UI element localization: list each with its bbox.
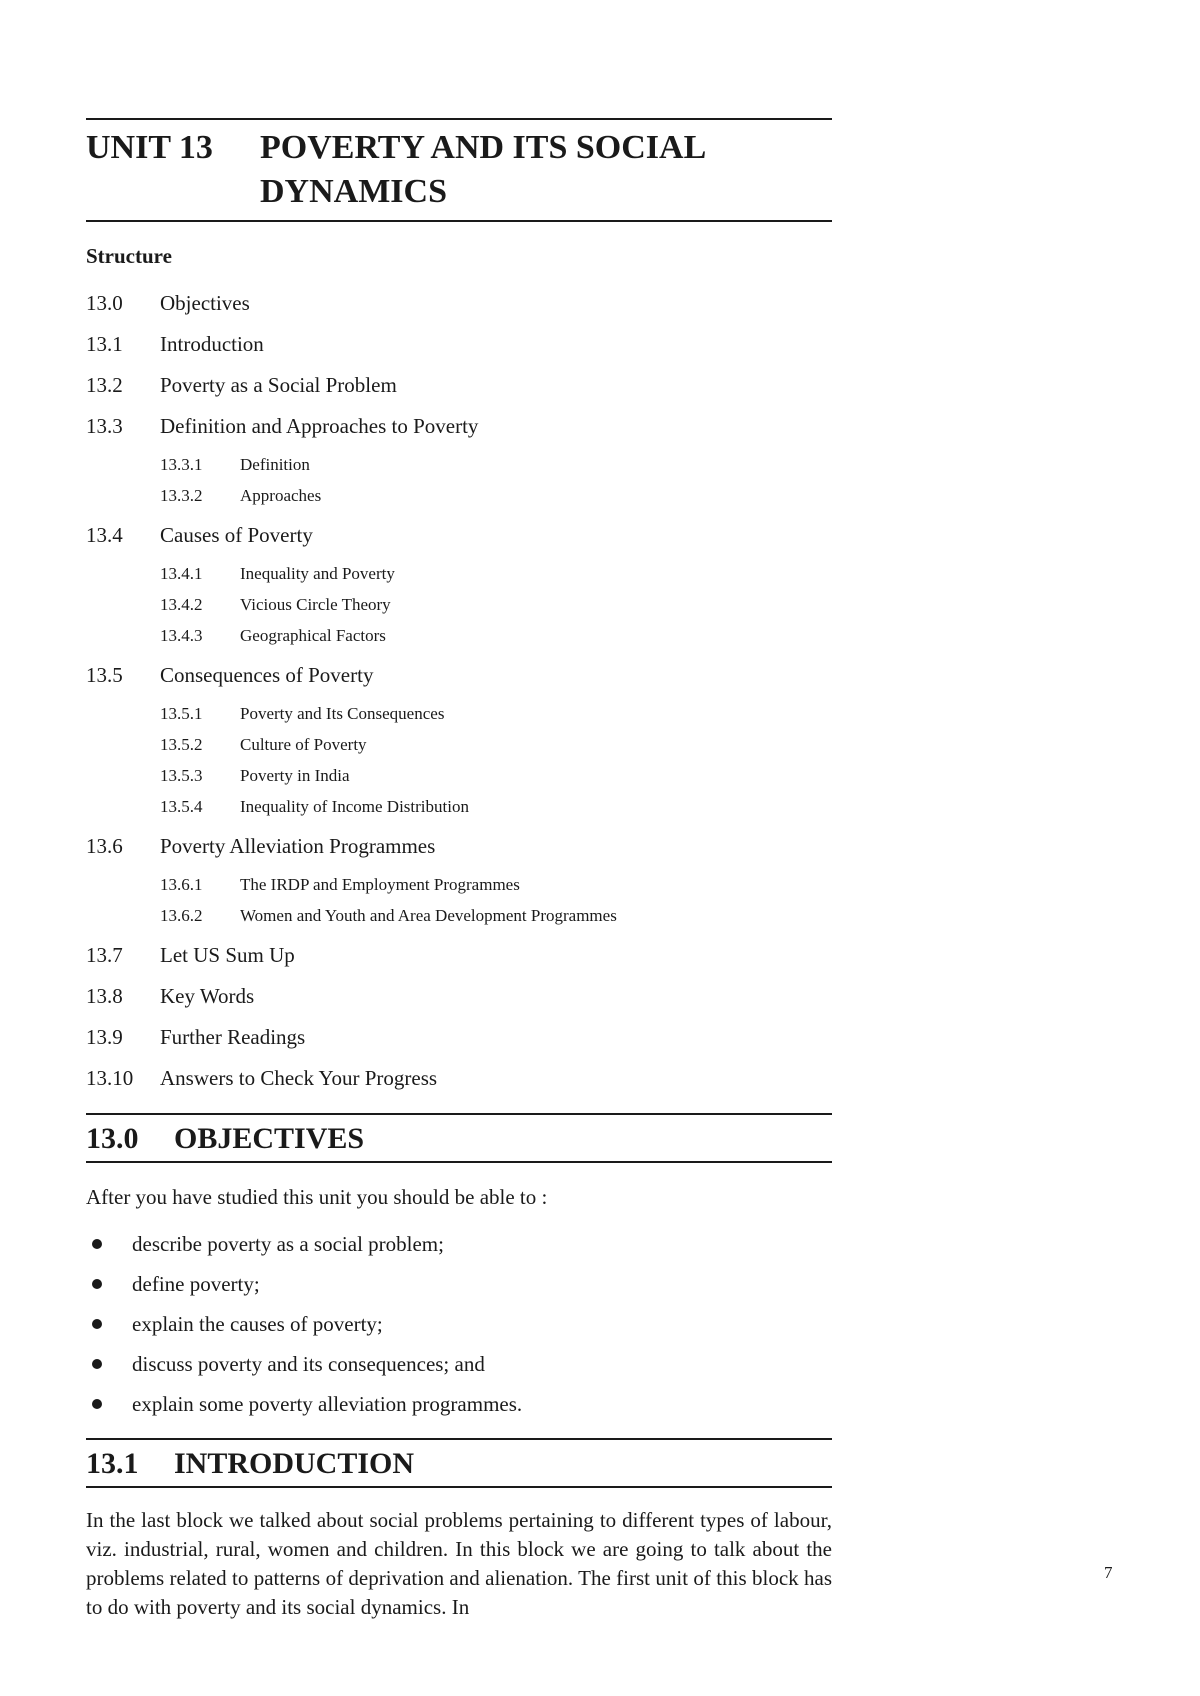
toc-item-number: 13.7 xyxy=(86,943,123,967)
toc-item-number: 13.2 xyxy=(86,373,123,397)
toc-subitem xyxy=(86,698,832,729)
bullet-icon xyxy=(92,1399,102,1409)
toc-subitem-label: Culture of Poverty xyxy=(240,734,367,754)
objectives-number: 13.0 xyxy=(86,1122,139,1155)
objectives-list xyxy=(86,1224,832,1424)
objective-text: explain some poverty alleviation programmes. xyxy=(132,1391,523,1416)
objective-item xyxy=(86,1264,832,1304)
objective-item xyxy=(86,1384,832,1424)
document-page xyxy=(86,118,832,1622)
toc-subitem-label: Definition xyxy=(240,454,310,474)
toc-subitem-number: 13.5.4 xyxy=(160,796,203,816)
toc-subitem xyxy=(86,558,832,589)
bullet-icon xyxy=(92,1319,102,1329)
toc-item xyxy=(86,655,832,696)
toc-subitem xyxy=(86,620,832,651)
toc-item xyxy=(86,324,832,365)
toc-subitems xyxy=(86,867,832,935)
toc-item-number: 13.1 xyxy=(86,332,123,356)
toc-subitem-number: 13.3.1 xyxy=(160,454,203,474)
unit-title: POVERTY AND ITS SOCIAL DYNAMICS xyxy=(260,129,705,210)
objective-text: define poverty; xyxy=(132,1271,260,1296)
table-of-contents xyxy=(86,283,832,1099)
toc-subitem-label: Geographical Factors xyxy=(240,625,386,645)
toc-subitem-label: Vicious Circle Theory xyxy=(240,594,391,614)
toc-item xyxy=(86,935,832,976)
toc-subitem-label: Poverty in India xyxy=(240,765,350,785)
toc-item-label: Definition and Approaches to Poverty xyxy=(160,414,479,438)
objectives-bottom-rule xyxy=(86,1161,832,1163)
unit-number: UNIT 13 xyxy=(86,129,213,166)
toc-subitem-label: The IRDP and Employment Programmes xyxy=(240,874,520,894)
toc-item xyxy=(86,826,832,867)
toc-item-number: 13.10 xyxy=(86,1066,134,1090)
unit-heading xyxy=(86,120,832,220)
toc-subitem-label: Inequality of Income Distribution xyxy=(240,796,469,816)
toc-subitem xyxy=(86,791,832,822)
toc-item-number: 13.9 xyxy=(86,1025,123,1049)
introduction-number: 13.1 xyxy=(86,1447,139,1480)
toc-subitem xyxy=(86,900,832,931)
toc-item-number: 13.5 xyxy=(86,663,123,687)
toc-item-label: Causes of Poverty xyxy=(160,523,313,547)
toc-item-label: Let US Sum Up xyxy=(160,943,295,967)
toc-subitem-number: 13.5.1 xyxy=(160,703,203,723)
introduction-paragraph: In the last block we talked about social problems pertaining to different types of labour, viz. industrial, rural, women and children. In this block we are going to talk about the problems related to patterns of deprivation and alienation. The first unit of this block has to do with poverty and its social dynamics. In xyxy=(86,1508,832,1619)
objective-item xyxy=(86,1304,832,1344)
toc-item xyxy=(86,365,832,406)
introduction-heading xyxy=(86,1440,832,1486)
objective-item xyxy=(86,1224,832,1264)
toc-item-number: 13.0 xyxy=(86,291,123,315)
toc-subitem-number: 13.3.2 xyxy=(160,485,203,505)
toc-item xyxy=(86,1017,832,1058)
toc-subitems xyxy=(86,556,832,655)
toc-subitem-number: 13.4.1 xyxy=(160,563,203,583)
toc-subitem-number: 13.4.3 xyxy=(160,625,203,645)
page-number: 7 xyxy=(1104,1563,1113,1582)
toc-subitem-label: Approaches xyxy=(240,485,322,505)
toc-item-label: Objectives xyxy=(160,291,250,315)
unit-bottom-rule xyxy=(86,220,832,222)
toc-item xyxy=(86,406,832,447)
toc-item-label: Poverty as a Social Problem xyxy=(160,373,397,397)
toc-subitem-number: 13.5.3 xyxy=(160,765,203,785)
objective-text: describe poverty as a social problem; xyxy=(132,1231,444,1256)
objectives-title: OBJECTIVES xyxy=(174,1122,365,1155)
toc-item-number: 13.8 xyxy=(86,984,123,1008)
toc-subitem xyxy=(86,760,832,791)
toc-subitem-number: 13.4.2 xyxy=(160,594,203,614)
objective-text: discuss poverty and its consequences; and xyxy=(132,1351,485,1376)
objectives-intro: After you have studied this unit you should be able to : xyxy=(86,1185,548,1209)
toc-item-label: Poverty Alleviation Programmes xyxy=(160,834,436,858)
objectives-section xyxy=(86,1113,832,1424)
toc-subitem xyxy=(86,480,832,511)
toc-subitems xyxy=(86,696,832,826)
toc-item-number: 13.6 xyxy=(86,834,123,858)
toc-subitem-label: Inequality and Poverty xyxy=(240,563,395,583)
introduction-bottom-rule xyxy=(86,1486,832,1488)
objective-text: explain the causes of poverty; xyxy=(132,1311,383,1336)
toc-item xyxy=(86,515,832,556)
toc-subitem xyxy=(86,729,832,760)
toc-item xyxy=(86,283,832,324)
toc-subitems xyxy=(86,447,832,515)
toc-item-label: Consequences of Poverty xyxy=(160,663,374,687)
toc-subitem xyxy=(86,589,832,620)
bullet-icon xyxy=(92,1359,102,1369)
structure-heading: Structure xyxy=(86,244,172,268)
toc-item-label: Key Words xyxy=(160,984,255,1008)
toc-subitem-number: 13.6.2 xyxy=(160,905,203,925)
toc-item-number: 13.3 xyxy=(86,414,123,438)
toc-item-number: 13.4 xyxy=(86,523,123,547)
objective-item xyxy=(86,1344,832,1384)
toc-item-label: Answers to Check Your Progress xyxy=(160,1066,438,1090)
introduction-section xyxy=(86,1438,832,1622)
introduction-title: INTRODUCTION xyxy=(174,1447,415,1480)
toc-subitem-label: Poverty and Its Consequences xyxy=(240,703,445,723)
bullet-icon xyxy=(92,1239,102,1249)
toc-item-label: Introduction xyxy=(160,332,264,356)
toc-subitem xyxy=(86,449,832,480)
toc-item xyxy=(86,1058,832,1099)
toc-subitem-number: 13.5.2 xyxy=(160,734,203,754)
toc-item xyxy=(86,976,832,1017)
toc-subitem-label: Women and Youth and Area Development Programmes xyxy=(240,905,617,925)
objectives-heading xyxy=(86,1115,832,1161)
bullet-icon xyxy=(92,1279,102,1289)
toc-subitem xyxy=(86,869,832,900)
toc-item-label: Further Readings xyxy=(160,1025,306,1049)
toc-subitem-number: 13.6.1 xyxy=(160,874,203,894)
